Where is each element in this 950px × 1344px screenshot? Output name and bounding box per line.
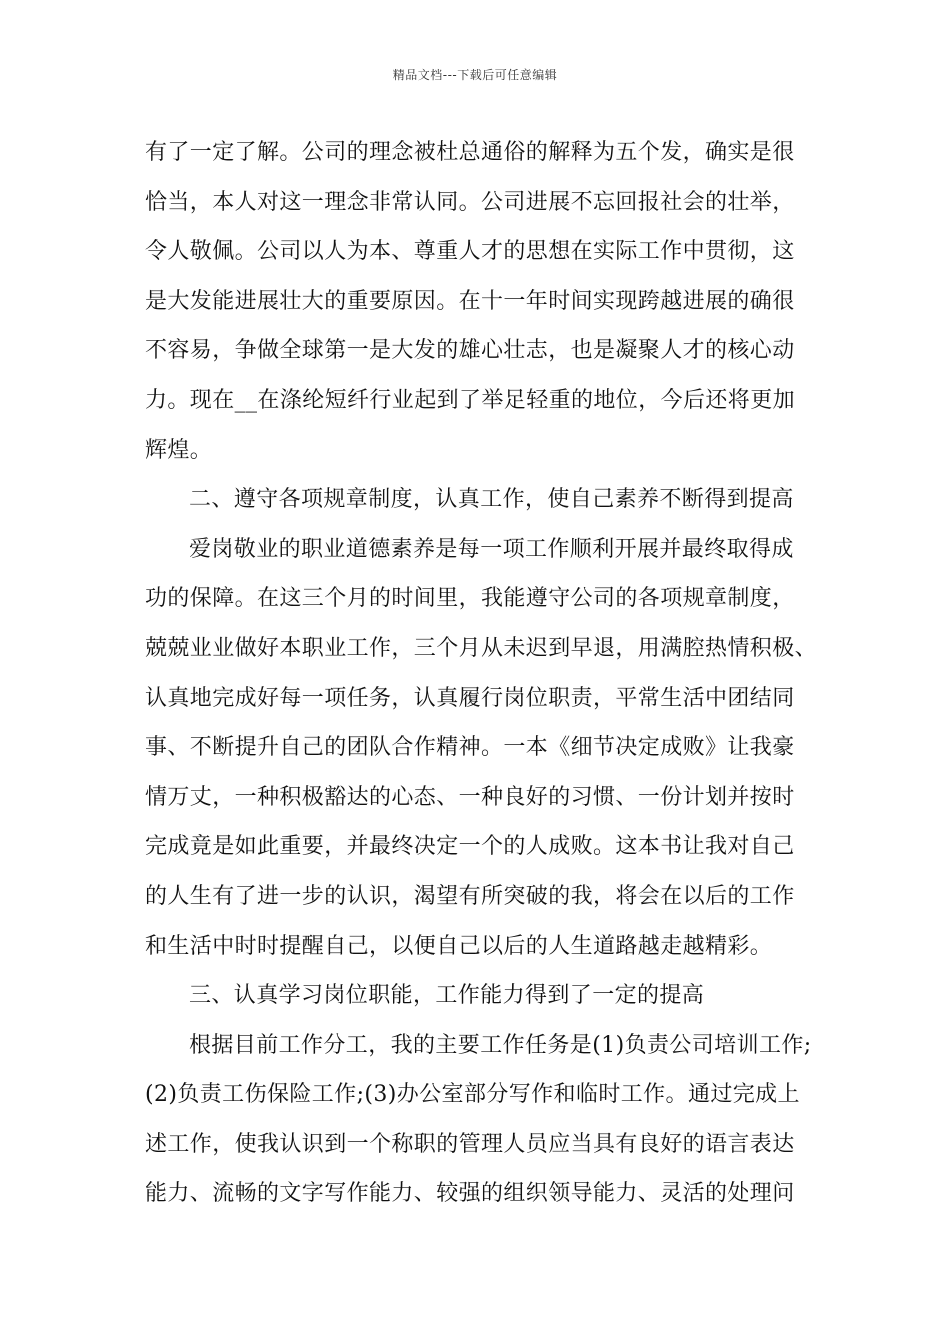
text-line: 有了一定了解。公司的理念被杜总通俗的解释为五个发，确实是很 bbox=[145, 140, 795, 165]
text-line: 述工作，使我认识到一个称职的管理人员应当具有良好的语言表达 bbox=[145, 1131, 795, 1157]
text-line: 情万丈，一种积极豁达的心态、一种良好的习惯、一份计划并按时 bbox=[145, 784, 795, 810]
document-body bbox=[145, 128, 818, 1219]
text-line: 完成竟是如此重要，并最终决定一个的人成败。这本书让我对自己 bbox=[145, 834, 795, 860]
paragraph-start-line: 爱岗敬业的职业道德素养是每一项工作顺利开展并最终取得成 bbox=[189, 536, 794, 562]
text-line: 兢兢业业做好本职业工作，三个月从未迟到早退，用满腔热情积极、 bbox=[145, 635, 818, 661]
text-line: 的人生有了进一步的认识，渴望有所突破的我，将会在以后的工作 bbox=[145, 883, 795, 909]
text-line: 不容易，争做全球第一是大发的雄心壮志，也是凝聚人才的核心动 bbox=[145, 338, 795, 364]
text-line: 能力、流畅的文字写作能力、较强的组织领导能力、灵活的处理问 bbox=[145, 1181, 795, 1207]
text-line: 事、不断提升自己的团队合作精神。一本《细节决定成败》让我豪 bbox=[145, 735, 795, 761]
section-heading: 二、遵守各项规章制度，认真工作，使自己素养不断得到提高 bbox=[189, 487, 794, 513]
text-line: 是大发能进展壮大的重要原因。在十一年时间实现跨越进展的确很 bbox=[145, 288, 795, 314]
page-header: 精品文档---下载后可任意编辑 bbox=[392, 68, 558, 82]
text-line: 力。现在__在涤纶短纤行业起到了举足轻重的地位，今后还将更加 bbox=[145, 387, 796, 413]
text-line: 功的保障。在这三个月的时间里，我能遵守公司的各项规章制度， bbox=[145, 586, 795, 612]
text-line: 令人敬佩。公司以人为本、尊重人才的思想在实际工作中贯彻，这 bbox=[145, 239, 795, 265]
text-line: 恰当，本人对这一理念非常认同。公司进展不忘回报社会的壮举， bbox=[145, 189, 795, 215]
text-line: 辉煌。 bbox=[145, 437, 213, 463]
paragraph-start-line: 根据目前工作分工，我的主要工作任务是(1)负责公司培训工作; bbox=[189, 1032, 812, 1058]
text-line: (2)负责工伤保险工作;(3)办公室部分写作和临时工作。通过完成上 bbox=[145, 1082, 800, 1108]
text-line: 和生活中时时提醒自己，以便自己以后的人生道路越走越精彩。 bbox=[145, 933, 773, 959]
section-heading: 三、认真学习岗位职能，工作能力得到了一定的提高 bbox=[189, 983, 705, 1009]
text-line: 认真地完成好每一项任务，认真履行岗位职责，平常生活中团结同 bbox=[145, 685, 795, 711]
